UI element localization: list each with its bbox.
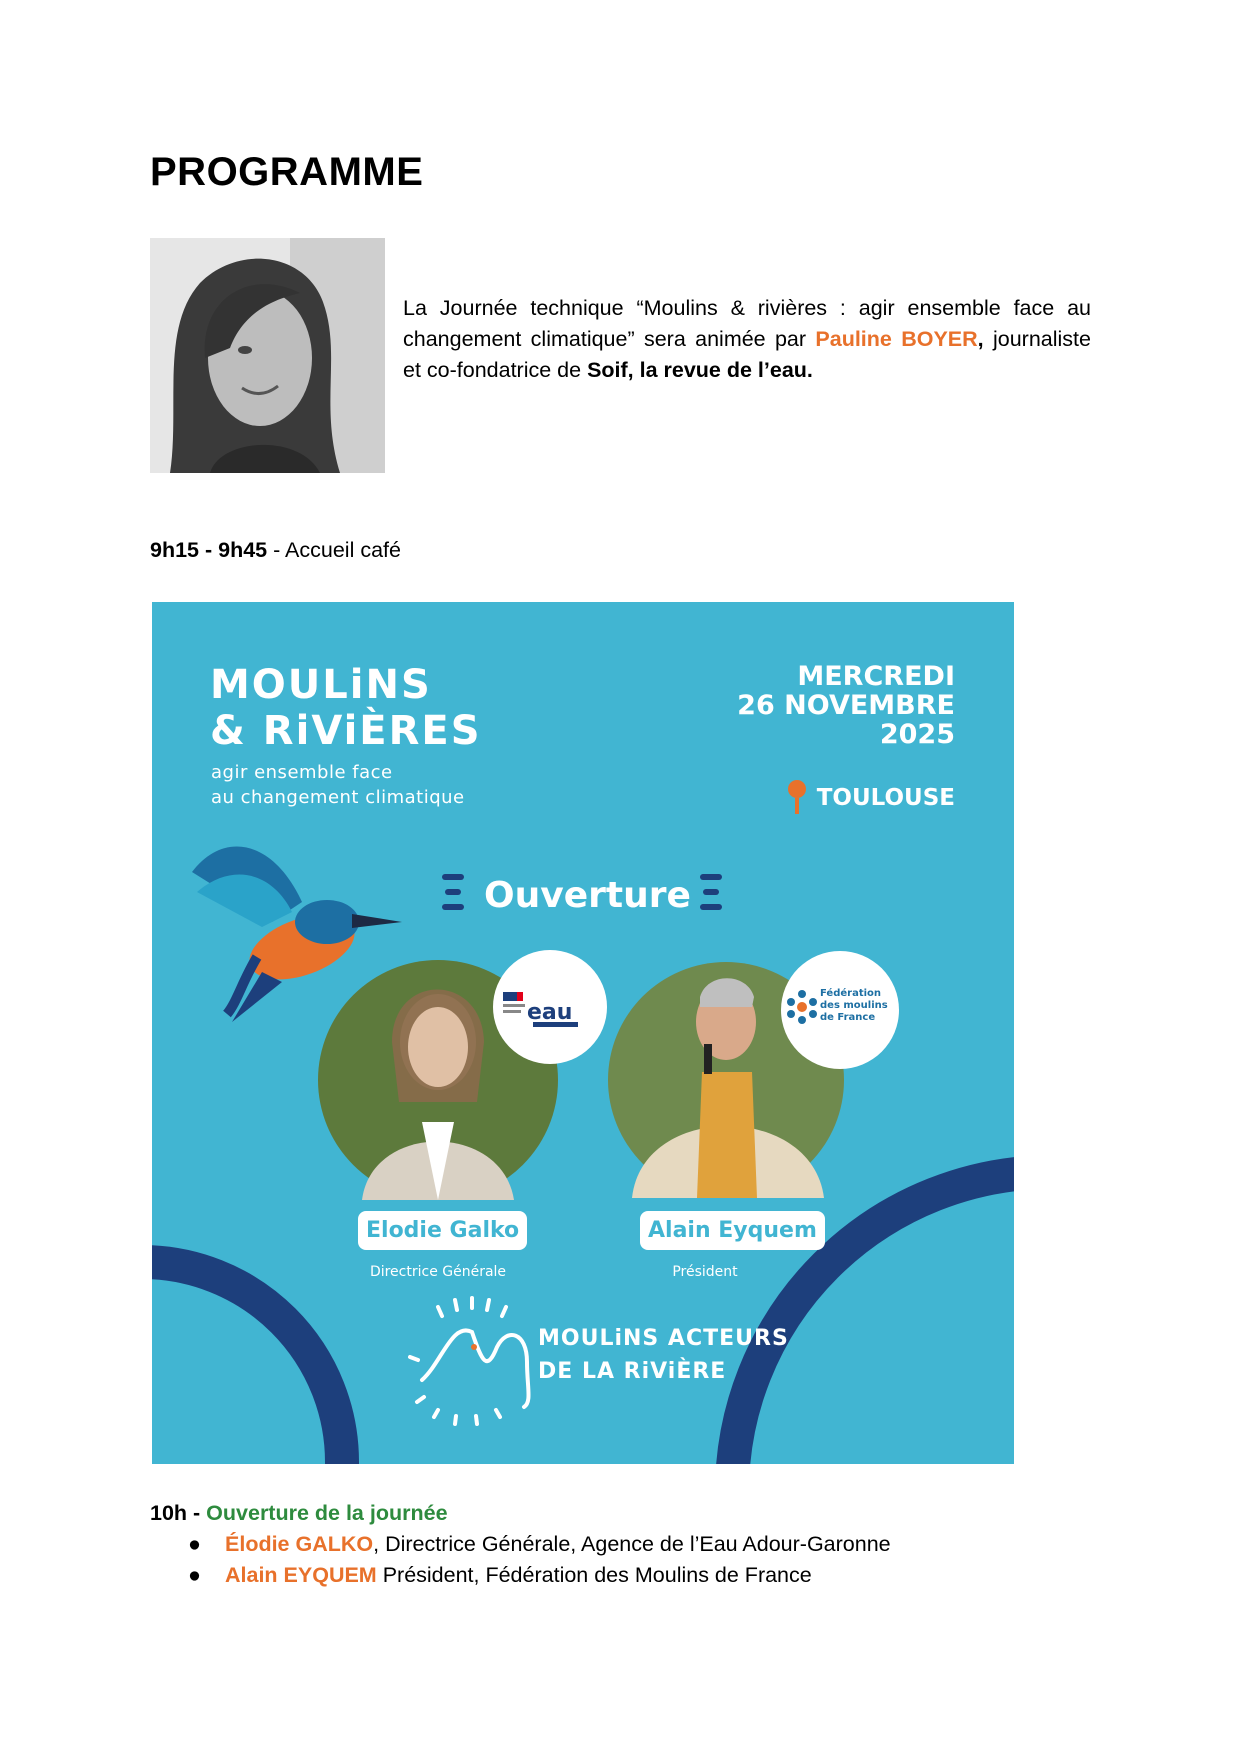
poster-bottom-title — [538, 1322, 789, 1388]
bullet-icon: ● — [188, 1563, 201, 1587]
welcome-label: - Accueil café — [267, 538, 401, 562]
opening-time: 10h — [150, 1501, 188, 1525]
federation-logo-line1: Fédération — [820, 988, 882, 999]
list-item — [150, 1560, 891, 1591]
federation-logo-text — [820, 988, 888, 1024]
poster-title — [210, 662, 482, 754]
poster-date-line1: MERCREDI — [797, 661, 955, 692]
poster-subtitle — [211, 760, 465, 810]
poster-city: TOULOUSE — [816, 785, 955, 811]
event-poster — [152, 602, 1014, 1464]
poster-date-line2: 26 NOVEMBRE — [737, 690, 955, 721]
welcome-time: 9h15 - 9h45 — [150, 538, 268, 562]
host-portrait-image — [150, 238, 385, 473]
intro-text-1: La Journée technique “Moulins & rivières : agir ensemble face au changement climatique” sera animée par — [403, 296, 1091, 351]
host-photo — [150, 238, 385, 473]
moulins-acteurs-logo — [410, 1298, 529, 1424]
speaker-list — [150, 1529, 891, 1591]
opening-separator: - — [187, 1501, 207, 1525]
poster-bottom-line1: MOULiNS ACTEURS — [538, 1326, 789, 1351]
host-name: Pauline BOYER — [815, 327, 978, 351]
speaker2-role: Président — [672, 1264, 738, 1280]
welcome-line — [150, 538, 401, 563]
speaker-detail: Président, Fédération des Moulins de France — [376, 1563, 812, 1587]
poster-subtitle-line1: agir ensemble face — [211, 762, 393, 783]
page-title: PROGRAMME — [150, 150, 424, 194]
intro-paragraph — [403, 293, 1091, 386]
speaker2-name: Alain Eyquem — [640, 1211, 825, 1250]
publication-name: Soif, la revue de l’eau. — [587, 358, 813, 382]
speaker-detail: , Directrice Générale, Agence de l’Eau Adour-Garonne — [373, 1532, 891, 1556]
federation-logo-line3: de France — [820, 1012, 876, 1023]
list-item — [150, 1529, 891, 1560]
poster-subtitle-line2: au changement climatique — [211, 787, 465, 808]
speaker1-name: Elodie Galko — [358, 1211, 527, 1250]
federation-logo-line2: des moulins — [820, 1000, 888, 1011]
poster-title-line2: & RiViÈRES — [210, 708, 482, 754]
speaker-name: Alain EYQUEM — [225, 1563, 377, 1587]
location-pin-icon — [788, 780, 806, 814]
poster-date — [737, 662, 955, 749]
opening-heading — [150, 1501, 448, 1526]
poster-bottom-line2: DE LA RiViÈRE — [538, 1359, 727, 1384]
speaker-name: Élodie GALKO — [225, 1532, 374, 1556]
bullet-icon: ● — [188, 1532, 201, 1556]
opening-title: Ouverture de la journée — [206, 1501, 448, 1525]
arc-left — [152, 1262, 342, 1464]
speaker1-role: Directrice Générale — [369, 1264, 507, 1280]
intro-comma: , — [977, 327, 984, 351]
agence-eau-logo-text: eau — [527, 1000, 573, 1025]
poster-session-title: Ouverture — [484, 875, 691, 916]
intro-text-2: journaliste et co-fondatrice de — [403, 327, 1091, 382]
poster-title-line1: MOULiNS — [210, 662, 432, 708]
poster-date-line3: 2025 — [879, 719, 955, 750]
